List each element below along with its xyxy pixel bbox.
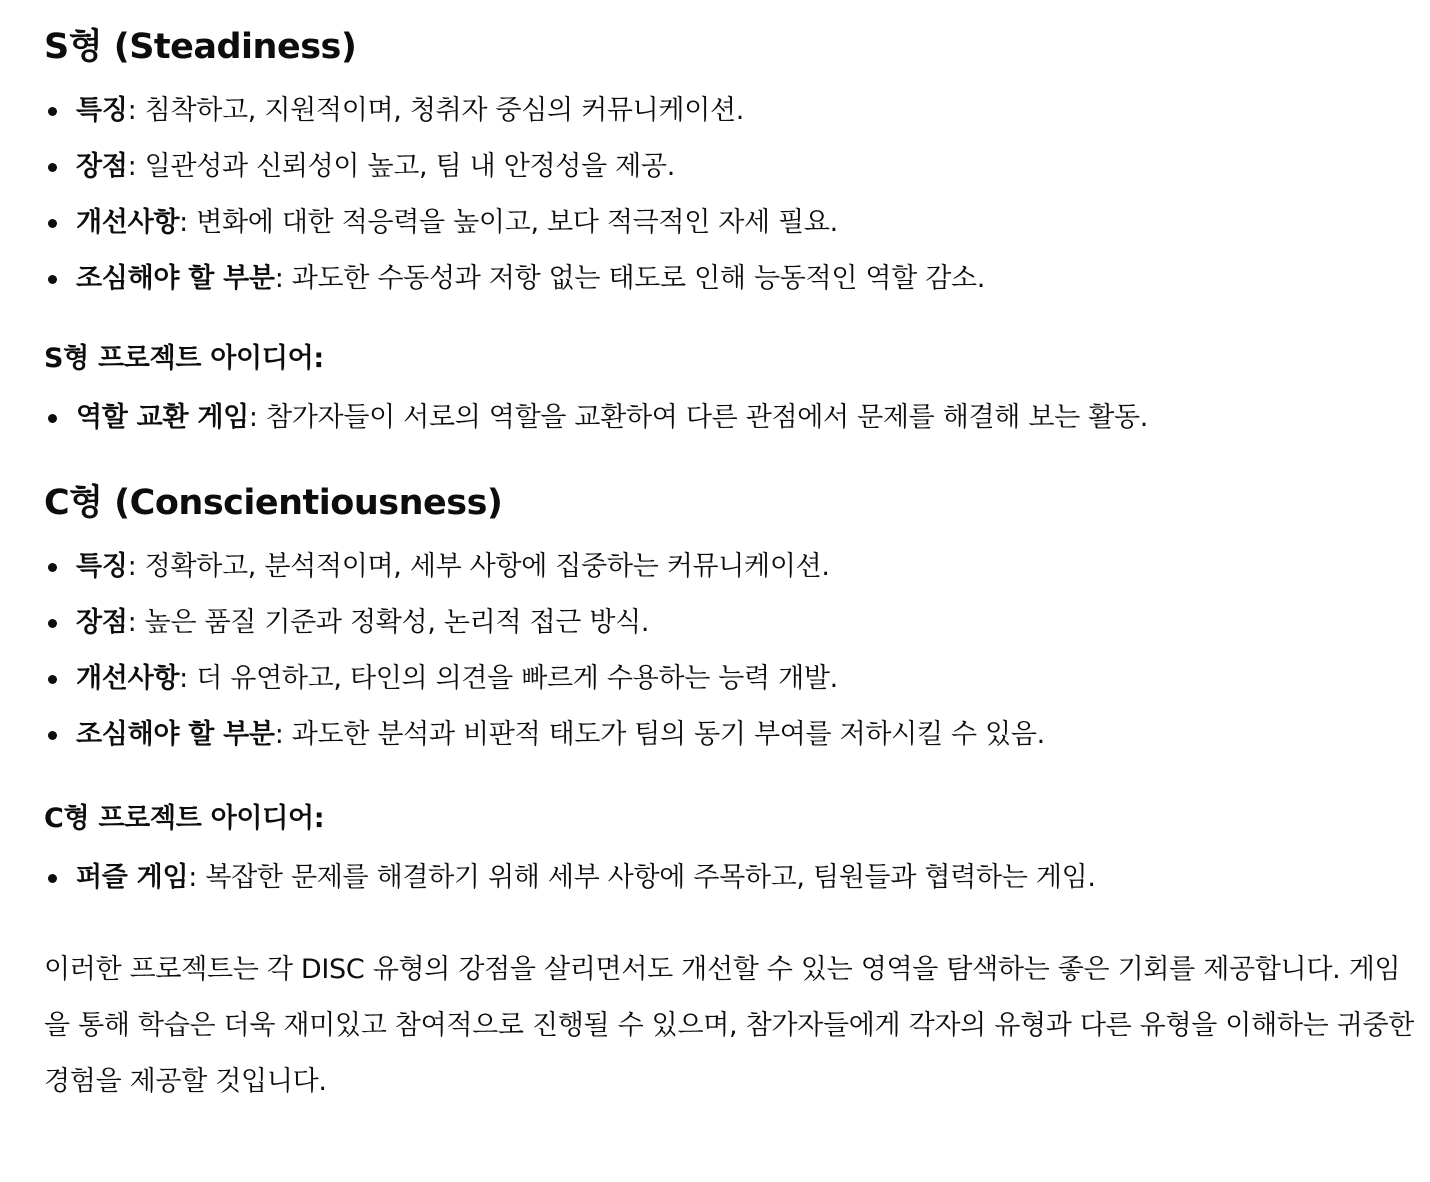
bullet-dot — [48, 275, 57, 284]
item-text: : 침착하고, 지원적이며, 청취자 중심의 커뮤니케이션. — [127, 95, 745, 126]
list-item — [44, 398, 1424, 437]
bullet-dot — [48, 107, 57, 116]
c-project-ideas-heading: C형 프로젝트 아이디어: — [44, 803, 325, 834]
item-text: : 더 유연하고, 타인의 의견을 빠르게 수용하는 능력 개발. — [179, 663, 838, 694]
item-term: 조심해야 할 부분 — [76, 719, 275, 750]
item-text: : 일관성과 신뢰성이 높고, 팀 내 안정성을 제공. — [127, 151, 675, 182]
item-term: 특징 — [76, 551, 128, 582]
item-text: : 정확하고, 분석적이며, 세부 사항에 집중하는 커뮤니케이션. — [127, 551, 830, 582]
list-item — [44, 547, 1424, 586]
s-type-heading: S형 (Steadiness) — [44, 27, 357, 67]
closing-paragraph: 이러한 프로젝트는 각 DISC 유형의 강점을 살리면서도 개선할 수 있는 영역을 탐색하는 좋은 기회를 제공합니다. 게임을 통해 학습은 더욱 재미있고 참여적으로 진행될 수 있으며, 참가자들에게 각자의 유형과 다른 유형을 이해하는 귀중한 경험을 제공할 것입니다. — [44, 954, 1415, 1097]
item-text: : 참가자들이 서로의 역할을 교환하여 다른 관점에서 문제를 해결해 보는 활동. — [248, 402, 1149, 433]
item-term: 장점 — [76, 607, 128, 638]
c-type-heading: C형 (Conscientiousness) — [44, 483, 503, 523]
item-term: 장점 — [76, 151, 128, 182]
bullet-dot — [48, 163, 57, 172]
list-item — [44, 603, 1424, 642]
bullet-dot — [48, 874, 57, 883]
bullet-dot — [48, 675, 57, 684]
item-text: : 복잡한 문제를 해결하기 위해 세부 사항에 주목하고, 팀원들과 협력하는 게임. — [188, 862, 1096, 893]
bullet-dot — [48, 731, 57, 740]
item-term: 개선사항 — [76, 207, 180, 238]
item-term: 퍼즐 게임 — [76, 862, 189, 893]
s-project-ideas-heading: S형 프로젝트 아이디어: — [44, 343, 324, 374]
item-text: : 변화에 대한 적응력을 높이고, 보다 적극적인 자세 필요. — [179, 207, 838, 238]
list-item — [44, 858, 1424, 897]
item-text: : 과도한 분석과 비판적 태도가 팀의 동기 부여를 저하시킬 수 있음. — [274, 719, 1045, 750]
list-item — [44, 203, 1424, 242]
list-item — [44, 147, 1424, 186]
item-term: 조심해야 할 부분 — [76, 263, 275, 294]
item-term: 특징 — [76, 95, 128, 126]
s-type-traits-list — [44, 91, 1424, 298]
document-body — [44, 0, 1424, 1110]
bullet-dot — [48, 414, 57, 423]
item-text: : 높은 품질 기준과 정확성, 논리적 접근 방식. — [127, 607, 650, 638]
list-item — [44, 659, 1424, 698]
c-project-ideas-list — [44, 858, 1424, 897]
bullet-dot — [48, 563, 57, 572]
list-item — [44, 715, 1424, 754]
list-item — [44, 259, 1424, 298]
list-item — [44, 91, 1424, 130]
item-term: 개선사항 — [76, 663, 180, 694]
bullet-dot — [48, 219, 57, 228]
c-type-traits-list — [44, 547, 1424, 754]
bullet-dot — [48, 619, 57, 628]
item-text: : 과도한 수동성과 저항 없는 태도로 인해 능동적인 역할 감소. — [274, 263, 986, 294]
item-term: 역할 교환 게임 — [76, 402, 249, 433]
s-project-ideas-list — [44, 398, 1424, 437]
